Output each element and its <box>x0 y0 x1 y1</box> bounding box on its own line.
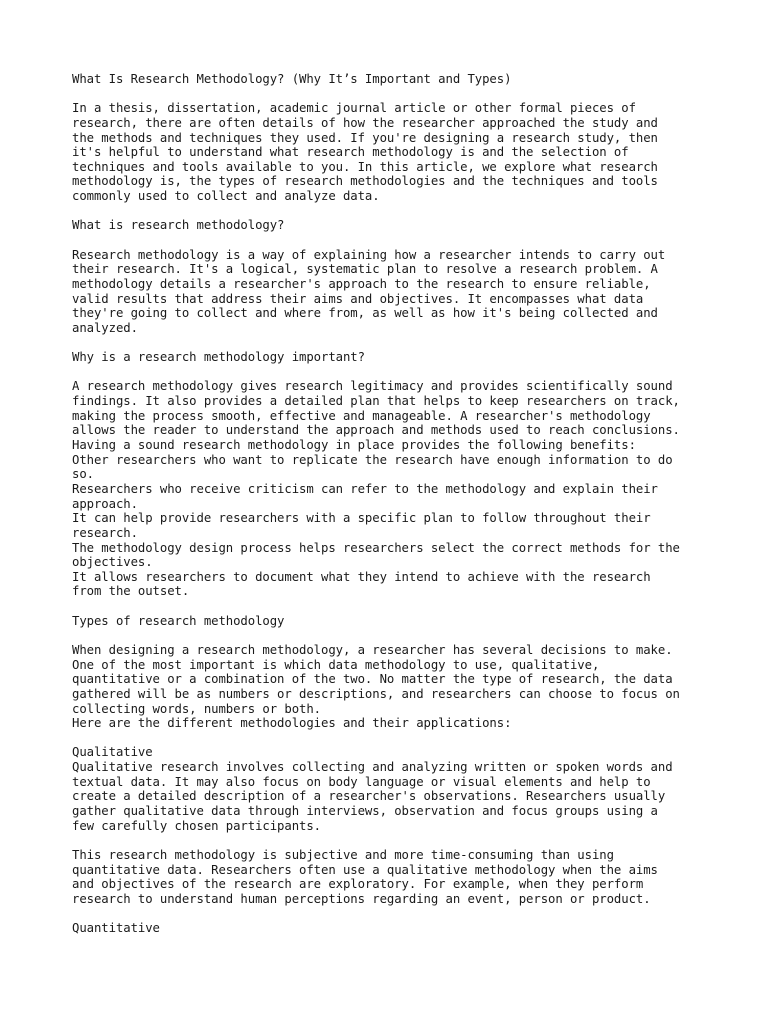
document-text-line: Types of research methodology <box>72 613 285 628</box>
document-text-line: approach. <box>72 496 138 511</box>
document-text-line: research. <box>72 525 138 540</box>
document-text-line: and objectives of the research are exploratory. For example, when they perform <box>72 877 644 892</box>
document-text-line: gathered will be as numbers or descriptions, and researchers can choose to focus on <box>72 686 680 701</box>
document-text-line: Qualitative research involves collecting and analyzing written or spoken words and <box>72 760 673 775</box>
document-text-line: Here are the different methodologies and their applications: <box>72 716 512 731</box>
document-text-line: What Is Research Methodology? (Why It’s Important and Types) <box>72 72 512 86</box>
document-text-line <box>72 233 708 248</box>
document-text-line: analyzed. <box>72 320 138 335</box>
document-text-line: so. <box>72 467 94 482</box>
document-text-line: commonly used to collect and analyze data. <box>72 189 380 204</box>
document-text-line: making the process smooth, effective and manageable. A researcher's methodology <box>72 408 651 423</box>
document-text-line: from the outset. <box>72 584 190 599</box>
document-text-line: it's helpful to understand what research methodology is and the selection of <box>72 145 629 160</box>
document-text-line: It can help provide researchers with a specific plan to follow throughout their <box>72 511 651 526</box>
document-text-line <box>72 365 708 380</box>
document-text-line <box>72 204 708 219</box>
document-text-line: Qualitative <box>72 745 153 760</box>
document-text-line: What is research methodology? <box>72 218 285 233</box>
document-text-line: methodology details a researcher's approach to the research to ensure reliable, <box>72 276 651 291</box>
document-text-line: One of the most important is which data methodology to use, qualitative, <box>72 657 600 672</box>
document-text-line: Other researchers who want to replicate the research have enough information to do <box>72 452 673 467</box>
document-text-line: few carefully chosen participants. <box>72 818 321 833</box>
document-text-line: Research methodology is a way of explaining how a researcher intends to carry out <box>72 247 666 262</box>
document-text-line: Quantitative <box>72 921 160 936</box>
document-text-line: research, there are often details of how the researcher approached the study and <box>72 115 658 130</box>
document-text-line: allows the reader to understand the approach and methods used to reach conclusions. <box>72 423 680 438</box>
document-text-line: quantitative or a combination of the two. No matter the type of research, the data <box>72 672 673 687</box>
document-text-line: quantitative data. Researchers often use a qualitative methodology when the aims <box>72 862 658 877</box>
document-text-line: research to understand human perceptions regarding an event, person or product. <box>72 891 651 906</box>
document-text-line: When designing a research methodology, a researcher has several decisions to make. <box>72 642 673 657</box>
document-text-line: objectives. <box>72 555 153 570</box>
document-text-line <box>72 599 708 614</box>
document-text-line: methodology is, the types of research methodologies and the techniques and tools <box>72 174 658 189</box>
document-text-line: their research. It's a logical, systematic plan to resolve a research problem. A <box>72 262 658 277</box>
document-text-line: textual data. It may also focus on body language or visual elements and help to <box>72 774 651 789</box>
document-text-line <box>72 833 708 848</box>
document-text-line: gather qualitative data through interviews, observation and focus groups using a <box>72 804 658 819</box>
document-text-line <box>72 87 708 102</box>
document-text-line <box>72 907 708 922</box>
document-text-line: create a detailed description of a researcher's observations. Researchers usually <box>72 789 666 804</box>
document-text-line: valid results that address their aims and objectives. It encompasses what data <box>72 291 644 306</box>
document-text-line: collecting words, numbers or both. <box>72 701 321 716</box>
document-text-line <box>72 336 708 351</box>
document-text-line: In a thesis, dissertation, academic journal article or other formal pieces of <box>72 101 636 116</box>
document-text-line: techniques and tools available to you. In this article, we explore what research <box>72 159 658 174</box>
document-text-line: The methodology design process helps researchers select the correct methods for the <box>72 540 680 555</box>
document-text-line: This research methodology is subjective and more time-consuming than using <box>72 847 614 862</box>
document-text-line: A research methodology gives research legitimacy and provides scientifically sound <box>72 379 673 394</box>
document-text-line: they're going to collect and where from, as well as how it's being collected and <box>72 306 658 321</box>
document-text-line: Researchers who receive criticism can refer to the methodology and explain their <box>72 481 658 496</box>
document-text-line <box>72 628 708 643</box>
document-text-line: It allows researchers to document what they intend to achieve with the research <box>72 569 651 584</box>
document-text-line: Why is a research methodology important? <box>72 350 365 365</box>
document-text-line: the methods and techniques they used. If you're designing a research study, then <box>72 130 658 145</box>
document-text-line: findings. It also provides a detailed plan that helps to keep researchers on track, <box>72 394 680 409</box>
document-text-line: Having a sound research methodology in place provides the following benefits: <box>72 438 636 453</box>
document-text-line <box>72 731 708 746</box>
